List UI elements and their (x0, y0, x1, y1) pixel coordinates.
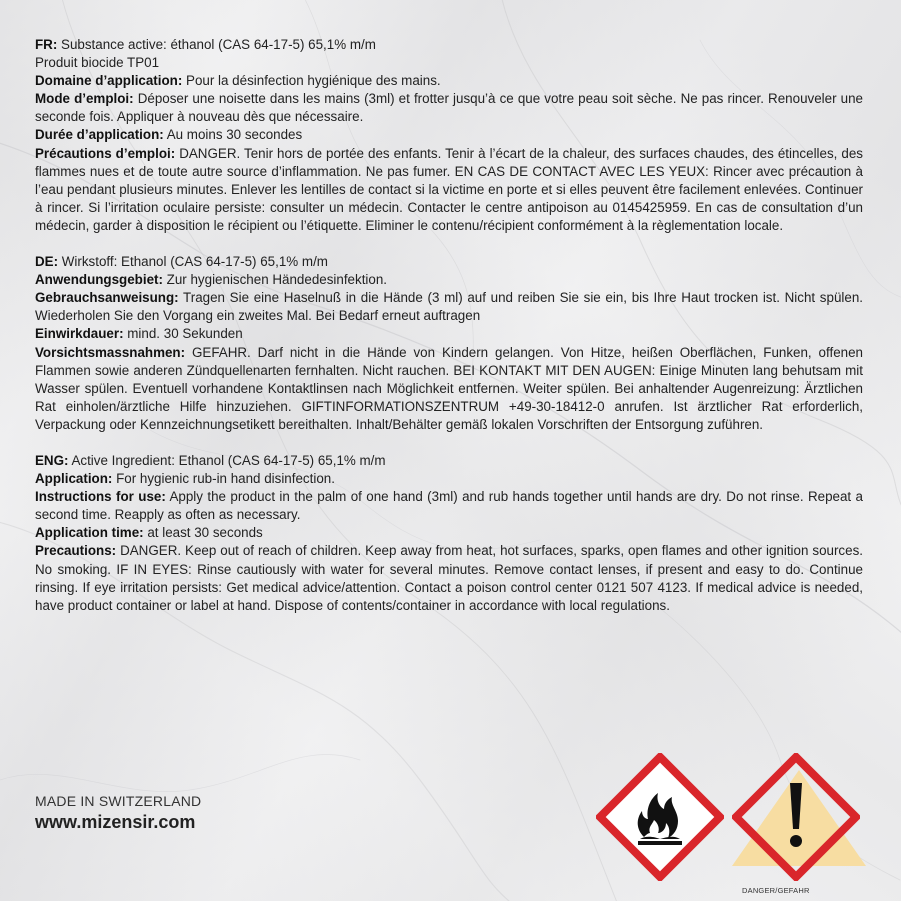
de-domain-text: Zur hygienischen Händedesinfektion. (162, 272, 388, 288)
de-usage-label: Gebrauchsanweisung: (35, 290, 179, 306)
footer (35, 793, 201, 833)
fr-usage-label: Mode d’emploi: (35, 91, 134, 107)
de-usage (35, 289, 863, 325)
section-de (35, 253, 863, 434)
de-lang-label: DE: (35, 254, 59, 270)
eng-active-text: Active Ingredient: Ethanol (CAS 64-17-5) 65,1% m/m (68, 452, 386, 468)
eng-usage-label: Instructions for use: (35, 489, 166, 505)
de-domain-label: Anwendungsgebiet: (35, 272, 163, 288)
de-precautions-label: Vorsichtsmassnahmen: (35, 344, 186, 360)
fr-usage-text: Déposer une noisette dans les mains (3ml) et frotter jusqu’à ce que votre peau soit sèche. Ne pas rincer. Renouveler une seconde fois. Appliquer à nouveau dès que nécessaire. (35, 91, 863, 125)
danger-caption: DANGER/GEFAHR (742, 886, 810, 895)
fr-precautions-text: DANGER. Tenir hors de portée des enfants. Tenir à l’écart de la chaleur, des surfaces chaudes, des étincelles, des flammes nues et de toute autre source d’inflammation. Ne pas fumer. EN CAS DE CONTACT AVEC LES YEUX: Rincer avec précaution à l’eau pendant plusieurs minutes. Enlever les lentilles de contact si la victime en porte et si elles peuvent être facilement enlevées. Continuer à rincer. Si l’irritation oculaire persiste: consulter un médecin. Contacter le centre antipoison au 0145425959. En cas de consultation d’un médecin, garder à disposition le récipient ou l’étiquette. Eliminer le contenu/récipient conformément à la règlementation locale. (35, 145, 863, 233)
fr-lang-label: FR: (35, 37, 58, 52)
eng-duration-text: at least 30 seconds (143, 525, 263, 541)
de-active-substance (35, 253, 863, 271)
fr-precautions (35, 145, 863, 235)
fr-usage (35, 90, 863, 126)
eng-precautions-label: Precautions: (35, 543, 117, 559)
fr-domain-text: Pour la désinfection hygiénique des mains. (182, 73, 441, 89)
de-precautions (35, 344, 863, 434)
fr-precautions-label: Précautions d’emploi: (35, 145, 176, 161)
fr-domain (35, 72, 863, 90)
eng-precautions-text: DANGER. Keep out of reach of children. Keep away from heat, hot surfaces, sparks, open flames and other ignition sources. No smoking. IF IN EYES: Rinse cautiously with water for several minutes. Remove contact lenses, if present and easy to do. Continue rinsing. If eye irritation persists: Get medical advice/attention. Contact a poison control center 0121 507 4123. If medical advice is needed, have product container or label at hand. Dispose of contents/container in accordance with local regulations. (35, 543, 863, 613)
section-eng (35, 452, 863, 615)
section-fr (35, 36, 863, 235)
fr-biocide-text: Produit biocide TP01 (35, 55, 160, 71)
label-text-block (35, 36, 863, 633)
eng-domain-text: For hygienic rub-in hand disinfection. (112, 471, 335, 487)
eng-usage-text: Apply the product in the palm of one hand (3ml) and rub hands together until hands are dry. Do not rinse. Repeat a second time. Reapply as often as necessary. (35, 489, 863, 523)
de-active-text: Wirkstoff: Ethanol (CAS 64-17-5) 65,1% m/m (58, 254, 328, 270)
fr-active-text: Substance active: éthanol (CAS 64-17-5) 65,1% m/m (57, 37, 376, 52)
eng-lang-label: ENG: (35, 452, 69, 468)
eng-usage (35, 488, 863, 524)
eng-duration (35, 524, 863, 542)
de-duration (35, 325, 863, 343)
de-precautions-text: GEFAHR. Darf nicht in die Hände von Kindern gelangen. Von Hitze, heißen Oberflächen, Funken, offenen Flammen sowie anderen Zündquellenarten fernhalten. Nicht rauchen. BEI KONTAKT MIT DEN AUGEN: Einige Minuten lang behutsam mit Wasser spülen. Eventuell vorhandene Kontaktlinsen nach Möglichkeit entfernen. Weiter spülen. Bei anhaltender Augenreizung: Ärztlichen Rat einholen/ärztliche Hilfe hinzuziehen. GIFTINFORMATIONSZENTRUM +49-30-18412-0 anrufen. Ist ärztlicher Rat erforderlich, Verpackung oder Kennzeichnungsetikett bereithalten. Inhalt/Behälter gemäß lokalen Vorschriften der Entsorgung zuführen. (35, 344, 863, 432)
de-usage-text: Tragen Sie eine Haselnuß in die Hände (3 ml) auf und reiben Sie sie ein, bis Ihre Haut trocken ist. Nicht spülen. Wiederholen Sie den Vorgang ein zweites Mal. Bei Bedarf erneut auftragen (35, 290, 863, 324)
fr-duration (35, 126, 863, 144)
de-duration-label: Einwirkdauer: (35, 326, 124, 342)
flame-pictogram-icon (596, 753, 724, 881)
eng-active-substance (35, 452, 863, 470)
fr-duration-label: Durée d’application: (35, 127, 164, 143)
fr-biocide (35, 54, 863, 72)
exclamation-pictogram-icon (732, 753, 860, 881)
de-duration-text: mind. 30 Sekunden (123, 326, 243, 342)
eng-precautions (35, 542, 863, 614)
eng-domain (35, 470, 863, 488)
made-in-label: MADE IN SWITZERLAND (35, 793, 202, 809)
website-link[interactable]: www.mizensir.com (35, 812, 196, 832)
fr-active-substance (35, 36, 863, 54)
eng-duration-label: Application time: (35, 525, 144, 541)
fr-domain-label: Domaine d’application: (35, 73, 183, 89)
eng-domain-label: Application: (35, 471, 113, 487)
fr-duration-text: Au moins 30 secondes (163, 127, 303, 143)
de-domain (35, 271, 863, 289)
